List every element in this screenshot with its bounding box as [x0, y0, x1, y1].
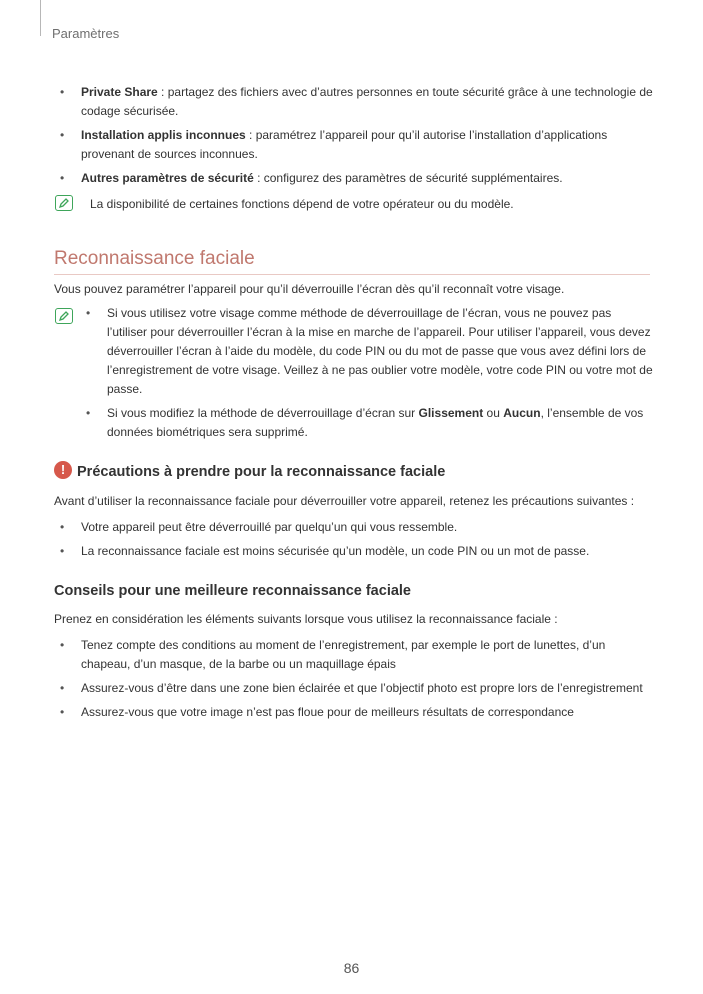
item-text: Si vous modifiez la méthode de déverrouillage d’écran sur: [107, 406, 419, 420]
item-text: : paramétrez l’appareil pour qu’il autorise l’installation d’applications provenant de sources inconnues.: [81, 128, 608, 161]
bullet: •: [60, 520, 65, 534]
item-text: Assurez-vous que votre image n’est pas floue pour de meilleurs résultats de correspondance: [81, 705, 574, 719]
facial-note-list: [80, 304, 654, 447]
list-item: [54, 542, 654, 561]
term-autres-parametres: Autres paramètres de sécurité: [81, 171, 254, 185]
list-item: [80, 404, 654, 442]
list-item: [54, 169, 654, 188]
bullet: •: [86, 306, 91, 320]
list-item: [54, 83, 654, 121]
item-text: Assurez-vous d’être dans une zone bien éclairée et que l’objectif photo est propre lors de l’enregistrement: [81, 681, 643, 695]
item-text: , l’ensemble de vos données biométriques sera supprimé.: [107, 406, 644, 439]
item-text: Tenez compte des conditions au moment de l’enregistrement, par exemple le port de lunettes, d’un chapeau, d’un masque, de la barbe ou un maquillage épais: [81, 638, 606, 671]
section-rule: [54, 274, 650, 275]
note-availability-text: La disponibilité de certaines fonctions dépend de votre opérateur ou du modèle.: [90, 197, 514, 211]
item-text: Si vous utilisez votre visage comme méthode de déverrouillage de l’écran, vous ne pouvez pas l’utiliser pour déverrouiller l’écran à la mise en marche de l’appareil. Pour utiliser l’appareil, vous devez déverrouiller l’écran à l’aide du modèle, du code PIN ou du mot de passe que vous avez défini lors de l’enregistrement de votre visage. Veillez à ne pas oublier votre modèle, votre code PIN ou votre mot de passe.: [107, 306, 653, 396]
bullet: •: [86, 406, 91, 420]
warning-icon: !: [54, 461, 72, 479]
tips-list: [54, 636, 654, 727]
list-item: [54, 703, 654, 722]
precautions-intro: Avant d’utiliser la reconnaissance faciale pour déverrouiller votre appareil, retenez les précautions suivantes :: [54, 494, 635, 508]
list-item: [54, 126, 654, 164]
list-item: [54, 518, 654, 537]
item-text: : configurez des paramètres de sécurité supplémentaires.: [253, 171, 563, 185]
list-item: [54, 636, 654, 674]
term-aucun: Aucun: [503, 406, 541, 420]
section-title: Reconnaissance faciale: [54, 248, 255, 269]
bullet: •: [60, 544, 65, 558]
header-rule: [40, 0, 41, 36]
bullet: •: [60, 171, 65, 185]
term-glissement: Glissement: [418, 406, 484, 420]
term-installation-applis: Installation applis inconnues: [81, 128, 246, 142]
tips-title: Conseils pour une meilleure reconnaissance faciale: [54, 583, 411, 599]
bullet: •: [60, 638, 65, 652]
note-icon: [55, 308, 73, 324]
item-text: Votre appareil peut être déverrouillé par quelqu’un qui vous ressemble.: [81, 520, 458, 534]
page-number: 86: [343, 960, 360, 976]
precautions-title: Précautions à prendre pour la reconnaissance faciale: [77, 464, 446, 480]
security-settings-list: [54, 83, 654, 193]
bullet: •: [60, 705, 65, 719]
bullet: •: [60, 128, 65, 142]
item-text: : partagez des fichiers avec d’autres personnes en toute sécurité grâce à une technologie de codage sécurisée.: [81, 85, 653, 118]
precautions-list: [54, 518, 654, 566]
item-text: ou: [483, 406, 504, 420]
list-item: [54, 679, 654, 698]
bullet: •: [60, 85, 65, 99]
bullet: •: [60, 681, 65, 695]
list-item: [80, 304, 654, 399]
note-icon: [55, 195, 73, 211]
section-intro: Vous pouvez paramétrer l’appareil pour qu’il déverrouille l’écran dès qu’il reconnaît votre visage.: [54, 282, 565, 296]
page-header-title: Paramètres: [52, 26, 120, 41]
item-text: La reconnaissance faciale est moins sécurisée qu’un modèle, un code PIN ou un mot de passe.: [81, 544, 590, 558]
term-private-share: Private Share: [81, 85, 158, 99]
tips-intro: Prenez en considération les éléments suivants lorsque vous utilisez la reconnaissance faciale :: [54, 612, 558, 626]
